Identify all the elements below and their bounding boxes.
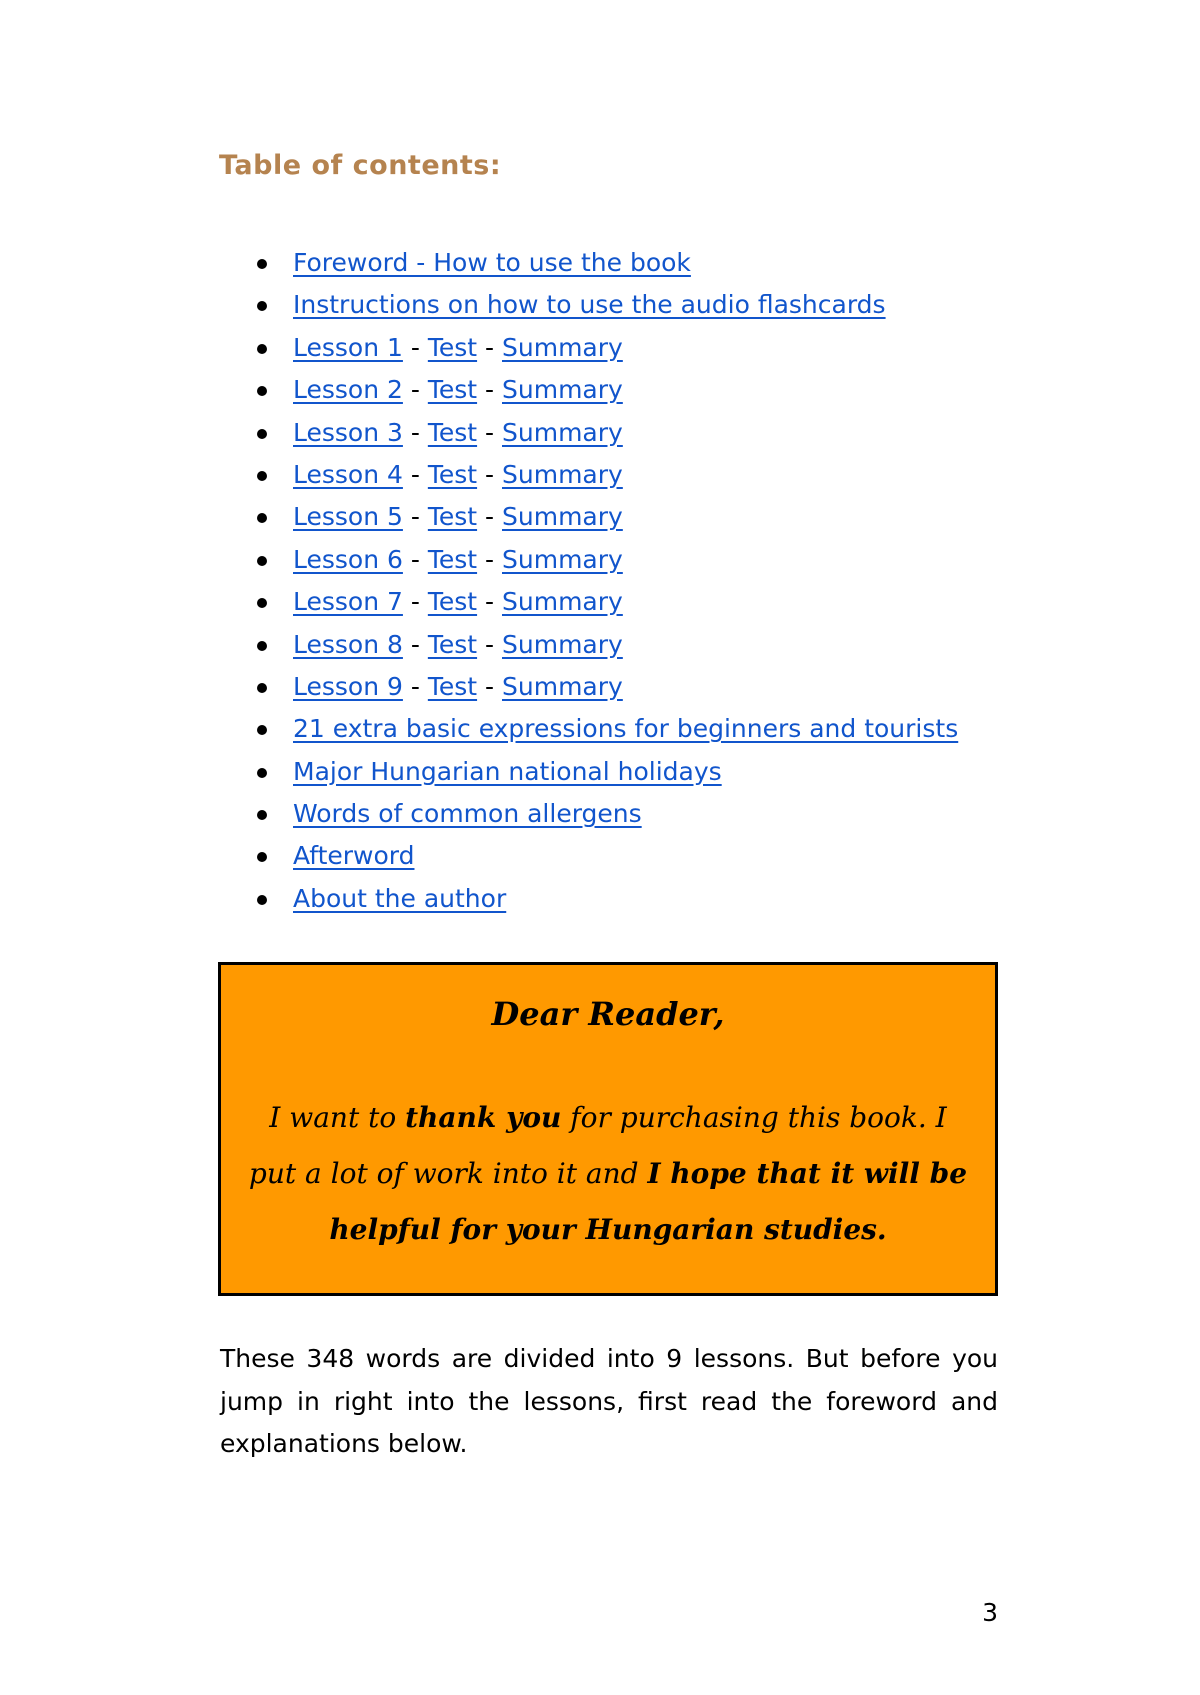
toc-separator: - — [402, 417, 428, 447]
toc-link[interactable]: Summary — [502, 459, 623, 489]
toc-link[interactable]: Test — [427, 671, 478, 701]
dear-reader-message — [247, 1090, 969, 1258]
intro-paragraph: These 348 words are divided into 9 lessons. But before you jump in right into the lessons, first read the foreword and explanations below. — [220, 1344, 998, 1458]
toc-item-text — [293, 242, 691, 284]
bullet-icon — [257, 301, 267, 311]
bullet-icon — [257, 513, 267, 523]
toc-item-text — [293, 454, 623, 496]
toc-separator: - — [402, 459, 428, 489]
toc-separator: - — [477, 459, 502, 489]
toc-link[interactable]: Lesson 3 — [293, 417, 403, 447]
toc-item-text — [293, 624, 623, 666]
toc-heading: Table of contents: — [219, 150, 502, 181]
toc-item-text — [293, 412, 623, 454]
toc-separator: - — [477, 417, 502, 447]
toc-separator: - — [477, 502, 502, 532]
toc-separator: - — [402, 502, 428, 532]
toc-link[interactable]: Lesson 6 — [293, 544, 403, 574]
bullet-icon — [257, 556, 267, 566]
toc-link[interactable]: Test — [427, 459, 478, 489]
toc-link[interactable]: Summary — [502, 332, 623, 362]
bullet-icon — [257, 725, 267, 735]
toc-link[interactable]: Summary — [502, 544, 623, 574]
dear-reader-box — [218, 962, 998, 1296]
toc-separator: - — [402, 671, 428, 701]
toc-separator: - — [477, 332, 502, 362]
toc-link[interactable]: Test — [427, 502, 478, 532]
bullet-icon — [257, 768, 267, 778]
toc-link[interactable]: Lesson 4 — [293, 459, 403, 489]
toc-separator: - — [402, 587, 428, 617]
toc-item-text — [293, 581, 623, 623]
toc-link[interactable]: Test — [427, 417, 478, 447]
toc-link[interactable]: Afterword — [293, 841, 415, 871]
toc-separator: - — [402, 332, 428, 362]
message-emphasis: thank you — [405, 1101, 562, 1134]
toc-link[interactable]: Test — [427, 375, 478, 405]
toc-link[interactable]: Summary — [502, 375, 623, 405]
bullet-icon — [257, 259, 267, 269]
toc-item-text — [293, 369, 623, 411]
toc-separator: - — [477, 375, 502, 405]
toc-separator: - — [402, 629, 428, 659]
toc-separator: - — [402, 544, 428, 574]
toc-separator: - — [477, 544, 502, 574]
message-text: for purchasing this book. I put a lot of work into it and — [248, 1101, 947, 1190]
toc-separator: - — [477, 587, 502, 617]
toc-link[interactable]: Summary — [502, 587, 623, 617]
bullet-icon — [257, 683, 267, 693]
dear-reader-greeting: Dear Reader, — [491, 995, 725, 1033]
toc-link[interactable]: About the author — [293, 883, 507, 913]
message-text: I want to — [269, 1101, 406, 1134]
toc-link[interactable]: Lesson 5 — [293, 502, 403, 532]
toc-item-text — [293, 708, 958, 750]
toc-link[interactable]: Test — [427, 629, 478, 659]
toc-link[interactable]: Foreword - How to use the book — [293, 248, 691, 277]
message-emphasis: I hope that it will be helpful for your Hungarian studies. — [329, 1157, 968, 1246]
toc-item-text — [293, 496, 623, 538]
toc-link[interactable]: Test — [427, 332, 478, 362]
bullet-icon — [257, 386, 267, 396]
toc-item-text — [293, 539, 623, 581]
bullet-icon — [257, 598, 267, 608]
bullet-icon — [257, 895, 267, 905]
toc-separator: - — [402, 375, 428, 405]
bullet-icon — [257, 471, 267, 481]
toc-link[interactable]: Major Hungarian national holidays — [293, 756, 722, 786]
toc-link[interactable]: Test — [427, 544, 478, 574]
toc-link[interactable]: Summary — [502, 502, 623, 532]
toc-link[interactable]: Lesson 2 — [293, 375, 403, 405]
toc-item-text — [293, 284, 886, 326]
page-number: 3 — [982, 1598, 998, 1627]
toc-item-text — [293, 835, 414, 877]
toc-item-text — [293, 793, 642, 835]
bullet-icon — [257, 810, 267, 820]
toc-link[interactable]: Lesson 8 — [293, 629, 403, 659]
toc-item-text — [293, 878, 506, 920]
toc-link[interactable]: Test — [427, 587, 478, 617]
toc-separator: - — [477, 671, 502, 701]
toc-link[interactable]: Lesson 1 — [293, 332, 403, 362]
toc-link[interactable]: Lesson 9 — [293, 671, 403, 701]
toc-link[interactable]: Summary — [502, 417, 623, 447]
toc-item-text — [293, 751, 722, 793]
toc-link[interactable]: Summary — [502, 671, 623, 701]
bullet-icon — [257, 852, 267, 862]
toc-link[interactable]: Words of common allergens — [293, 799, 642, 829]
toc-item-text — [293, 327, 623, 369]
bullet-icon — [257, 429, 267, 439]
bullet-icon — [257, 641, 267, 651]
toc-link[interactable]: 21 extra basic expressions for beginners and tourists — [293, 714, 959, 744]
toc-link[interactable]: Lesson 7 — [293, 587, 403, 617]
toc-separator: - — [477, 629, 502, 659]
toc-link[interactable]: Summary — [502, 629, 623, 659]
toc-link[interactable]: Instructions on how to use the audio flashcards — [293, 290, 886, 320]
bullet-icon — [257, 344, 267, 354]
toc-item-text — [293, 666, 623, 708]
